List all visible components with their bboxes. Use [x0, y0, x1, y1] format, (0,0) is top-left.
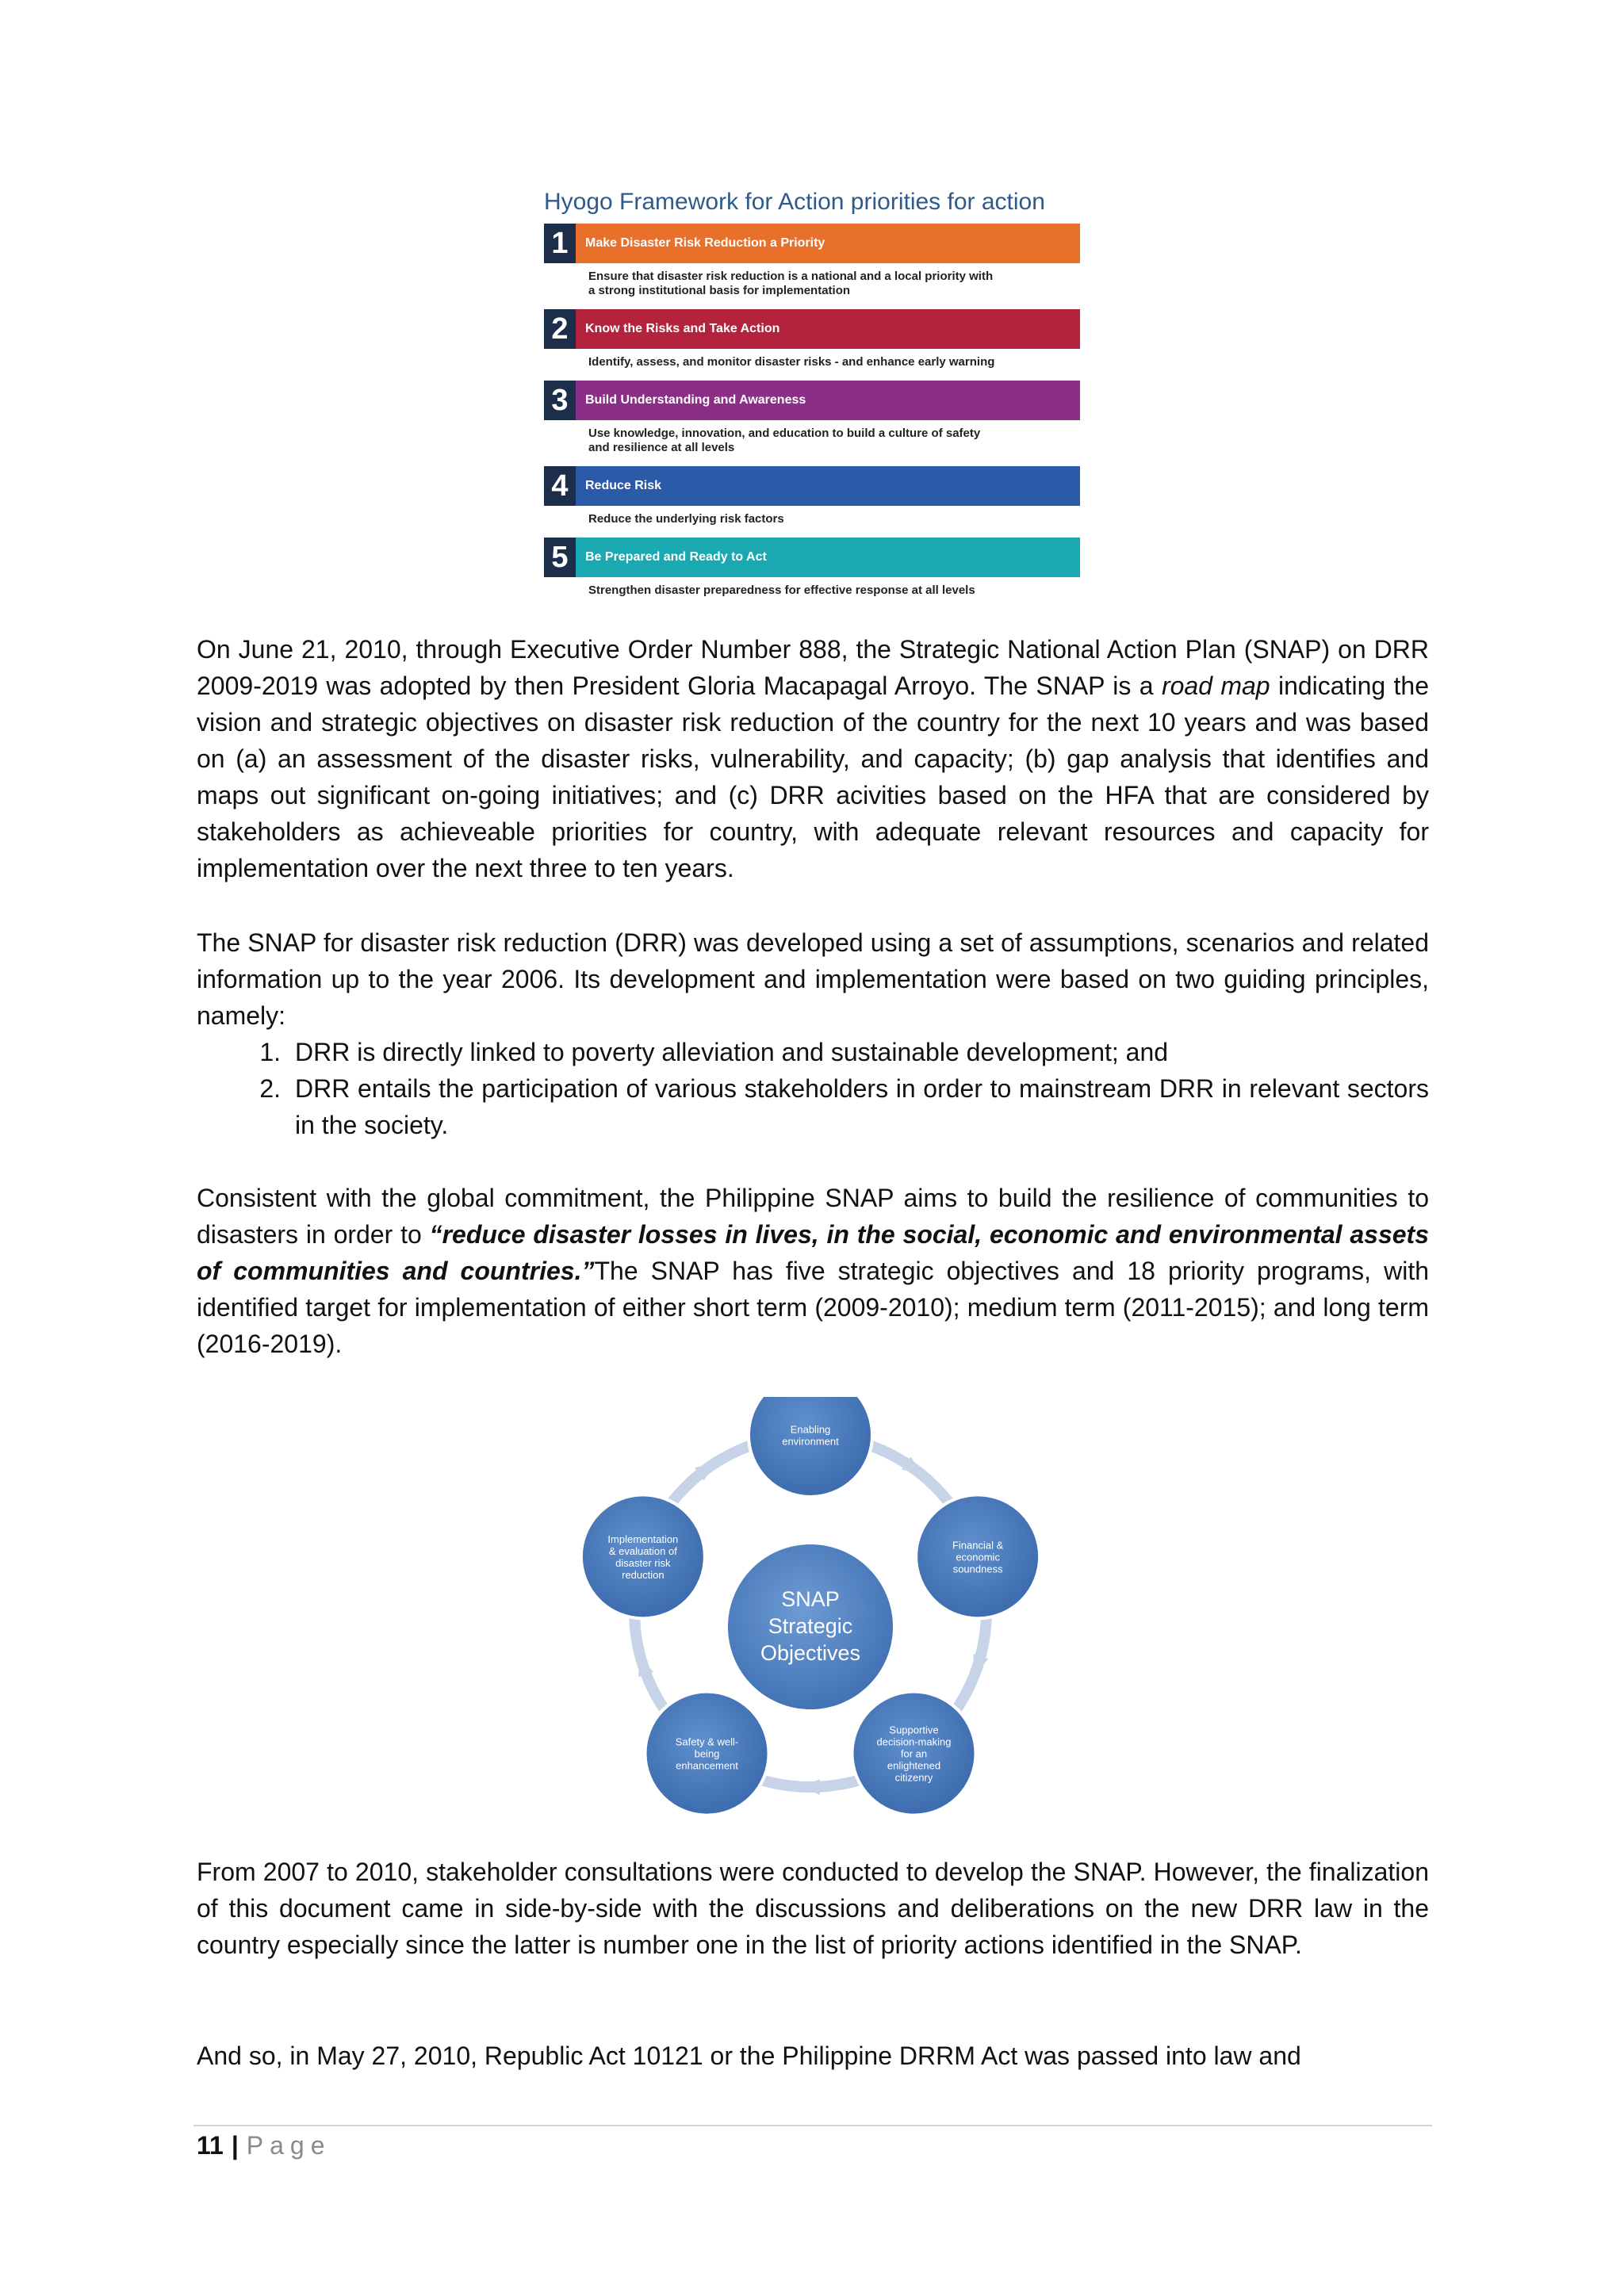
list-item-text: DRR is directly linked to poverty alleviation and sustainable development; and [295, 1038, 1169, 1066]
list-item-number: 1. [259, 1038, 281, 1066]
snap-objective-node [645, 1692, 769, 1816]
center-label-line: SNAP [781, 1587, 840, 1611]
hfa-priority-bar [544, 538, 1080, 577]
paragraph-snap-adoption [197, 631, 1429, 886]
footer-divider [193, 2125, 1432, 2126]
snap-objective-label-line: Safety & well- [675, 1735, 739, 1748]
paragraph-snap-development: The SNAP for disaster risk reduction (DRR) was developed using a set of assumptions, scenarios and related information up to the year 2006. Its development and implementation were based on two guiding principles, namely: [197, 928, 1429, 1030]
paragraph-text: The SNAP has five strategic objectives and 18 priority programs, with identified target for implementation of either short term (2009-2010); medium term (2011-2015); and long term (2016-2019). [197, 1257, 1430, 1358]
hfa-priority-bar [544, 381, 1080, 420]
snap-strategic-objectives-diagram [568, 1397, 1059, 1825]
hfa-priority-number: 5 [544, 538, 576, 577]
hfa-priority-label: Make Disaster Risk Reduction a Priority [576, 224, 1080, 263]
snap-objective-label-line: Supportive [889, 1724, 939, 1736]
hfa-priority-label: Reduce Risk [576, 466, 1080, 506]
hfa-priority-number: 1 [544, 224, 576, 263]
page-number: 11 [197, 2131, 224, 2160]
snap-objective-label-line: Enabling [790, 1423, 831, 1436]
paragraph-text: Consistent with the global commitment, the Philippine SNAP aims to build the resilience of communities to disasters in order to [197, 1184, 1429, 1249]
hfa-priority-description: Strengthen disaster preparedness for effective response at all levels [588, 584, 975, 597]
center-label-line: Objectives [760, 1641, 861, 1665]
hfa-priority-label: Know the Risks and Take Action [576, 309, 1080, 349]
snap-objective-label-line: & evaluation of [608, 1544, 677, 1557]
hfa-priority-item [544, 381, 1080, 460]
snap-objective-label-line: Implementation [607, 1533, 679, 1545]
paragraph-text: On June 21, 2010, through Executive Order Number 888, the Strategic National Action Plan (SNAP) on DRR 2009-2019 was adopted by then President Gloria Macapagal Arroyo. The SNAP is a [197, 635, 1429, 700]
hfa-priority-item [544, 309, 1080, 374]
snap-objective-label-line: for an [900, 1747, 928, 1760]
hfa-priority-bar [544, 224, 1080, 263]
hfa-priority-number: 4 [544, 466, 576, 506]
hfa-priority-description: Use knowledge, innovation, and education to build a culture of safety and resilience at all levels [588, 427, 981, 454]
snap-objective-label-line: decision-making [876, 1735, 952, 1748]
list-item [197, 1070, 1429, 1143]
snap-objective-node [852, 1692, 975, 1816]
hfa-priority-bar [544, 466, 1080, 506]
hfa-priorities-figure [544, 189, 1080, 609]
snap-objective-label-line: Financial & [952, 1539, 1004, 1552]
snap-objective-label-line: citizenry [894, 1771, 933, 1784]
snap-objective-label-line: disaster risk [615, 1556, 671, 1569]
page-label: Page [246, 2131, 331, 2160]
paragraph-stakeholder-consultations: From 2007 to 2010, stakeholder consultations were conducted to develop the SNAP. However, the finalization of this document came in side-by-side with the discussions and deliberations on the new DRR law in the country especially since the latter is number one in the list of priority actions identified in the SNAP. [197, 1858, 1429, 1959]
footer-separator: | [231, 2131, 239, 2160]
snap-objective-label-line: environment [782, 1435, 839, 1448]
hfa-priority-description: Reduce the underlying risk factors [588, 512, 784, 526]
hfa-priority-item [544, 538, 1080, 603]
hfa-priority-description: Ensure that disaster risk reduction is a national and a local priority with a strong institutional basis for implementation [588, 270, 994, 297]
snap-objective-label-line: soundness [952, 1563, 1003, 1575]
bold-italic-quote: “reduce disaster losses in lives, in the social, economic and environmental assets of communities and countries.” [197, 1220, 1429, 1285]
paragraph-text: indicating the vision and strategic objectives on disaster risk reduction of the country for the next 10 years and was based on (a) an assessment of the disaster risks, vulnerability, and capacity; (b) gap analysis that identifies and maps out significant on-going initiatives; and (c) DRR acivities based on the HFA that are considered by stakeholders as achieveable priorities for country, with adequate relevant resources and capacity for implementation over the next three to ten years. [197, 672, 1430, 882]
snap-objective-node [916, 1494, 1040, 1618]
snap-objective-label-line: reduction [622, 1568, 665, 1581]
page-footer [197, 2131, 331, 2160]
snap-objective-label-line: economic [956, 1551, 1000, 1563]
hfa-priority-number: 2 [544, 309, 576, 349]
paragraph-snap-objectives [197, 1180, 1429, 1362]
hfa-priority-item [544, 224, 1080, 303]
snap-objective-node [581, 1494, 705, 1618]
hfa-priority-item [544, 466, 1080, 531]
snap-objective-label-line: being [694, 1747, 720, 1760]
paragraph-drrm-act: And so, in May 27, 2010, Republic Act 10121 or the Philippine DRRM Act was passed into law and [197, 2042, 1301, 2070]
list-item [197, 1034, 1429, 1070]
list-item-text: DRR entails the participation of various stakeholders in order to mainstream DRR in relevant sectors in the society. [295, 1074, 1429, 1139]
list-item-number: 2. [259, 1074, 281, 1103]
hfa-priority-description: Identify, assess, and monitor disaster risks - and enhance early warning [588, 355, 995, 369]
hfa-priority-number: 3 [544, 381, 576, 420]
snap-objective-node [749, 1397, 872, 1497]
hfa-priority-label: Build Understanding and Awareness [576, 381, 1080, 420]
snap-objective-label-line: enlightened [887, 1759, 941, 1772]
center-label-line: Strategic [768, 1614, 853, 1638]
snap-objective-label-line: enhancement [676, 1759, 738, 1772]
hfa-priority-list [544, 224, 1080, 603]
hfa-priority-bar [544, 309, 1080, 349]
hfa-priority-label: Be Prepared and Ready to Act [576, 538, 1080, 577]
hfa-figure-title: Hyogo Framework for Action priorities for action [544, 189, 1045, 215]
guiding-principles-list [197, 1034, 1429, 1143]
emphasis-road-map: road map [1161, 672, 1270, 700]
